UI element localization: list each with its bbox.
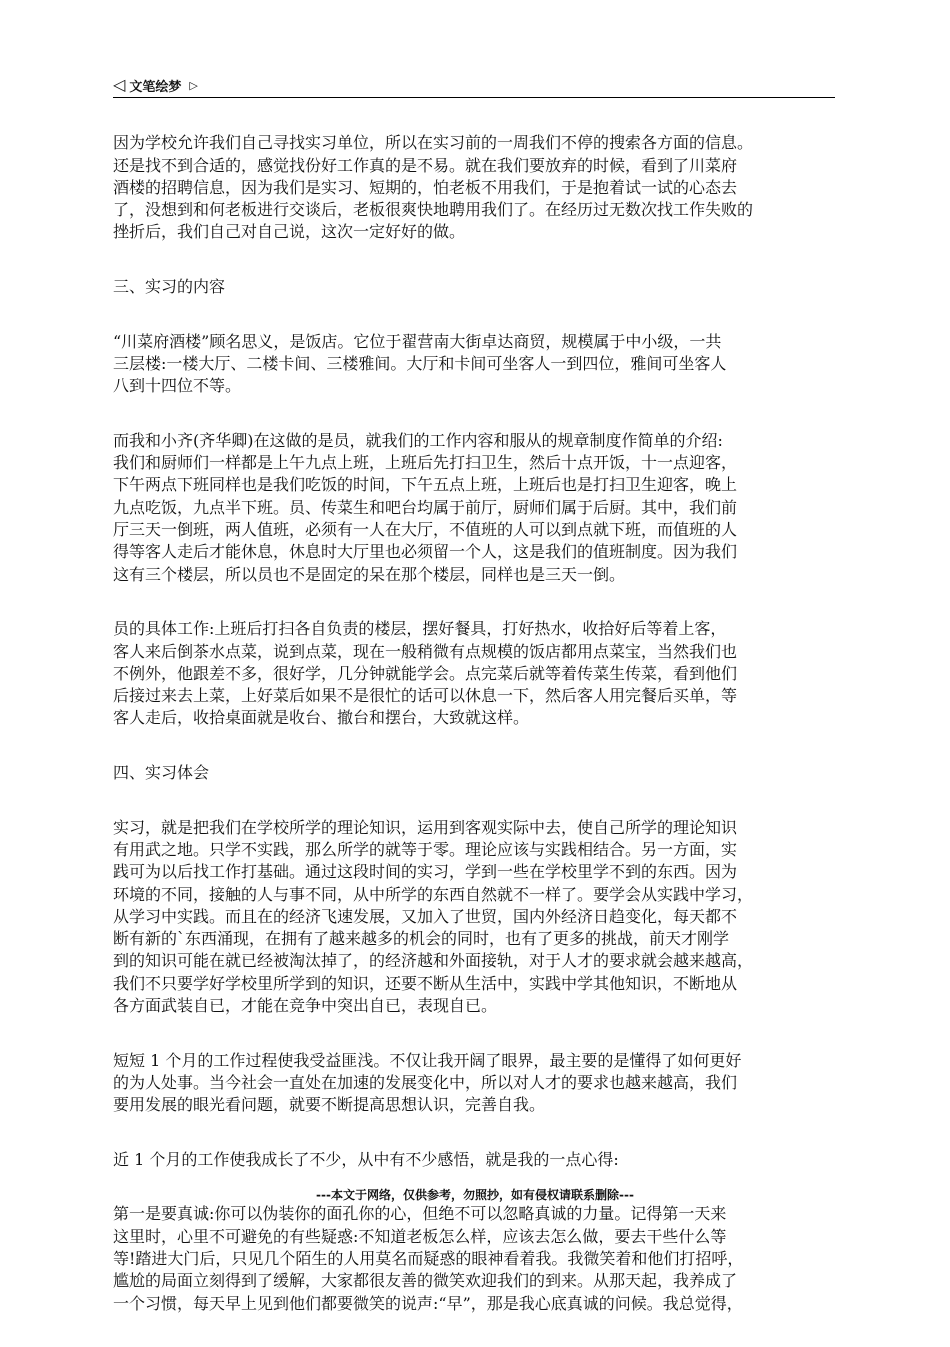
triangle-left-icon: ◁: [113, 75, 126, 94]
section-heading: 四、实习体会: [113, 763, 210, 783]
footer-disclaimer: ---本文于网络，仅供参考，勿照抄，如有侵权请联系删除---: [316, 1188, 634, 1202]
paragraph: 而我和小齐(齐华卿)在这做的是员，就我们的工作内容和服从的规章制度作简单的介绍: 我们和厨师们一样都是上午九点上班，上班后先打扫卫生，然后十点开饭，十一点迎客， 下午两点下班同样也是我们吃饭的时间，下午五点上班，上班后也是打扫卫生迎客，晚上 九点吃饭，九点半下班。员、传菜生和吧台均属于前厅，厨师们属于后厨。其中，我们前 厅三天一倒班，两人值班，必须有一人在大厅，不值班的人可以到点就下班，而值班的人 得等客人走后才能休息，休息时大厅里也必须留一个人，这是我们的值班制度。因为我们 这有三个楼层，所以员也不是固定的呆在那个楼层，同样也是三天一倒。: [113, 430, 738, 584]
paragraph: 因为学校允许我们自己寻找实习单位，所以在实习前的一周我们不停的搜索各方面的信息。 还是找不到合适的，感觉找份好工作真的是不易。就在我们要放弃的时候，看到了川菜府 酒楼的招聘信息，因为我们是实习、短期的，怕老板不用我们，于是抱着试一试的心态去 了，没想到和何老板进行交谈后，老板很爽快地聘用我们了。在经历过无数次找工作失败的 挫折后，我们自己对自己说，这次一定好好的做。: [113, 133, 754, 242]
header-divider: [113, 97, 835, 98]
paragraph: 第一是要真诚:你可以伪装你的面孔你的心，但绝不可以忽略真诚的力量。记得第一天来 这里时，心里不可避免的有些疑惑:不知道老板怎么样，应该去怎么做，要去干些什么等 等!踏进大门后，只见几个陌生的人用莫名而疑惑的眼神看着我。我微笑着和他们打招呼， 尴尬的局面立刻得到了缓解，大家都很友善的微笑欢迎我们的到来。从那天起，我养成了 一个习惯，每天早上见到他们都要微笑的说声:“早”，那是我心底真诚的问候。我总觉得，: [113, 1204, 744, 1313]
triangle-right-icon: ▷: [189, 78, 198, 92]
section-heading: 三、实习的内容: [113, 277, 226, 297]
paragraph: “川菜府酒楼”顾名思义，是饭店。它位于翟营南大街卓达商贸，规模属于中小级，一共 三层楼:一楼大厅、二楼卡间、三楼雅间。大厅和卡间可坐客人一到四位，雅间可坐客人 八到十四位不等。: [113, 331, 727, 396]
paragraph: 实习，就是把我们在学校所学的理论知识，运用到客观实际中去，使自己所学的理论知识 有用武之地。只学不实践，那么所学的就等于零。理论应该与实践相结合。另一方面，实 践可为以后找工作打基础。通过这段时间的实习，学到一些在学校里学不到的东西。因为 环境的不同，接触的人与事不同，从中所学的东西自然就不一样了。要学会从实践中学习， 从学习中实践。而且在的经济飞速发展，又加入了世贸，国内外经济日趋变化，每天都不 断有新的`东西涌现，在拥有了越来越多的机会的同时，也有了更多的挑战，前天才刚学 到的知识可能在就已经被淘汰掉了，的经济越和外面接轨，对于人才的要求就会越来越高， 我们不只要学好学校里所学到的知识，还要不断从生活中，实践中学其他知识，不断地从 各方面武装自已，才能在竞争中突出自已，表现自已。: [113, 817, 754, 1015]
paragraph: 短短 1 个月的工作过程使我受益匪浅。不仅让我开阔了眼界，最主要的是懂得了如何更好 的为人处事。当今社会一直处在加速的发展变化中，所以对人才的要求也越来越高，我们 要用发展的眼光看问题，就要不断提高思想认识，完善自我。: [113, 1050, 742, 1115]
paragraph: 员的具体工作:上班后打扫各自负责的楼层，摆好餐具，打好热水，收拾好后等着上客， 客人来后倒茶水点菜，说到点菜，现在一般稍微有点规模的饭店都用点菜宝，当然我们也 不例外，他跟差不多，很好学，几分钟就能学会。点完菜后就等着传菜生传菜，看到他们 后接过来去上菜，上好菜后如果不是很忙的话可以休息一下，然后客人用完餐后买单，等 客人走后，收拾桌面就是收台、撤台和摆台，大致就这样。: [113, 619, 738, 728]
brand-label: 文笔绘梦: [129, 79, 182, 95]
document-body: [113, 110, 843, 1347]
page-header: [113, 74, 833, 96]
paragraph: 近 1 个月的工作使我成长了不少，从中有不少感悟，就是我的一点心得:: [113, 1149, 619, 1169]
